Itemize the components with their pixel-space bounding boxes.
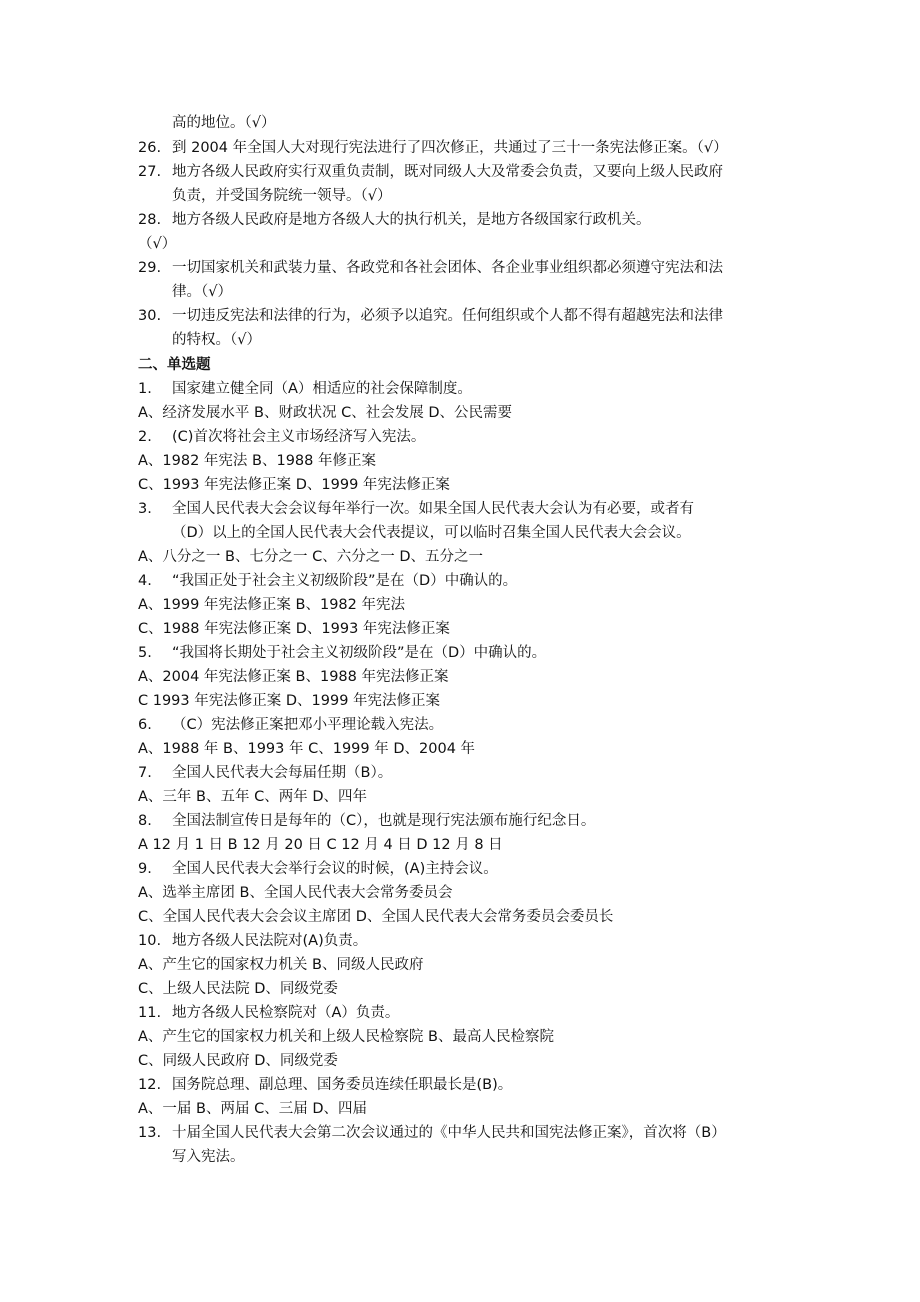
item-text: C、1993 年宪法修正案 D、1999 年宪法修正案: [138, 477, 450, 493]
item-text: 地方各级人民检察院对（A）负责。: [172, 1005, 400, 1021]
item-text: “我国将长期处于社会主义初级阶段”是在（D）中确认的。: [172, 645, 547, 661]
item-number: 9.: [138, 861, 152, 877]
item-text: 写入宪法。: [172, 1149, 245, 1165]
item-text: 负责，并受国务院统一领导。（√）: [172, 188, 392, 204]
item-text: A 12 月 1 日 B 12 月 20 日 C 12 月 4 日 D 12 月 8 日: [138, 837, 503, 853]
item-text: 的特权。（√）: [172, 332, 261, 348]
text-line: [0, 571, 920, 591]
item-text: 全国人民代表大会会议每年举行一次。如果全国人民代表大会认为有必要，或者有: [172, 501, 694, 517]
item-text: （D）以上的全国人民代表大会代表提议，可以临时召集全国人民代表大会会议。: [172, 525, 691, 541]
item-text: 律。（√）: [172, 284, 232, 300]
text-line: [0, 113, 920, 133]
item-number: 11.: [138, 1005, 162, 1021]
item-text: C 1993 年宪法修正案 D、1999 年宪法修正案: [138, 693, 441, 709]
item-text: 十届全国人民代表大会第二次会议通过的《中华人民共和国宪法修正案》，首次将（B）: [172, 1125, 726, 1141]
item-text: A、三年 B、五年 C、两年 D、四年: [138, 789, 367, 805]
text-line: [0, 162, 920, 182]
item-number: 13.: [138, 1125, 162, 1141]
item-number: 5.: [138, 645, 152, 661]
item-text: A、选举主席团 B、全国人民代表大会常务委员会: [138, 885, 453, 901]
text-line: [0, 1147, 920, 1167]
text-line: [0, 643, 920, 663]
item-text: A、八分之一 B、七分之一 C、六分之一 D、五分之一: [138, 549, 483, 565]
text-line: [0, 835, 920, 855]
text-line: [0, 210, 920, 230]
item-text: (C)首次将社会主义市场经济写入宪法。: [172, 429, 426, 445]
item-number: 3.: [138, 501, 152, 517]
item-text: 高的地位。（√）: [172, 115, 276, 131]
text-line: [0, 763, 920, 783]
text-line: [0, 138, 920, 158]
item-text: 地方各级人民政府是地方各级人大的执行机关，是地方各级国家行政机关。: [172, 212, 651, 228]
text-line: [0, 931, 920, 951]
text-line: [0, 186, 920, 206]
item-text: 全国人民代表大会每届任期（B）。: [172, 765, 393, 781]
text-line: [0, 475, 920, 495]
item-text: A、经济发展水平 B、财政状况 C、社会发展 D、公民需要: [138, 405, 512, 421]
item-text: A、产生它的国家权力机关和上级人民检察院 B、最高人民检察院: [138, 1029, 554, 1045]
item-text: C、全国人民代表大会会议主席团 D、全国人民代表大会常务委员会委员长: [138, 909, 614, 925]
item-number: 28.: [138, 212, 162, 228]
text-line: [0, 715, 920, 735]
item-text: A、一届 B、两届 C、三届 D、四届: [138, 1101, 367, 1117]
text-line: [0, 787, 920, 807]
item-text: C、上级人民法院 D、同级党委: [138, 981, 338, 997]
item-text: A、1999 年宪法修正案 B、1982 年宪法: [138, 597, 405, 613]
item-text: C、同级人民政府 D、同级党委: [138, 1053, 338, 1069]
item-number: 26.: [138, 140, 162, 156]
item-number: 6.: [138, 717, 152, 733]
item-number: 30.: [138, 308, 162, 324]
text-line: [0, 403, 920, 423]
item-text: C、1988 年宪法修正案 D、1993 年宪法修正案: [138, 621, 450, 637]
item-text: A、1982 年宪法 B、1988 年修正案: [138, 453, 376, 469]
text-line: [0, 282, 920, 302]
item-text: 一切国家机关和武装力量、各政党和各社会团体、各企业事业组织都必须遵守宪法和法: [172, 260, 723, 276]
text-line: [0, 667, 920, 687]
item-text: 到 2004 年全国人大对现行宪法进行了四次修正，共通过了三十一条宪法修正案。（√）: [172, 140, 728, 156]
text-line: [0, 1123, 920, 1143]
item-number: 10.: [138, 933, 162, 949]
item-text: “我国正处于社会主义初级阶段”是在（D）中确认的。: [172, 573, 518, 589]
text-line: [0, 739, 920, 759]
section-heading: [0, 355, 920, 375]
item-number: 12.: [138, 1077, 162, 1093]
item-text: （√）: [138, 236, 177, 252]
item-text: 国务院总理、副总理、国务委员连续任职最长是(B)。: [172, 1077, 513, 1093]
item-number: 29.: [138, 260, 162, 276]
item-number: 4.: [138, 573, 152, 589]
text-line: [0, 499, 920, 519]
text-line: [0, 306, 920, 326]
text-line: [0, 595, 920, 615]
text-line: [0, 547, 920, 567]
text-line: [0, 1099, 920, 1119]
text-line: [0, 955, 920, 975]
text-line: [0, 451, 920, 471]
text-line: [0, 811, 920, 831]
item-text: （C）宪法修正案把邓小平理论载入宪法。: [172, 717, 444, 733]
item-text: A、1988 年 B、1993 年 C、1999 年 D、2004 年: [138, 741, 476, 757]
item-number: 8.: [138, 813, 152, 829]
text-line: [0, 691, 920, 711]
text-line: [0, 427, 920, 447]
item-text: 二、单选题: [138, 357, 211, 373]
item-text: 国家建立健全同（A）相适应的社会保障制度。: [172, 381, 472, 397]
text-line: [0, 907, 920, 927]
text-line: [0, 979, 920, 999]
item-text: 全国法制宣传日是每年的（C），也就是现行宪法颁布施行纪念日。: [172, 813, 596, 829]
item-number: 27.: [138, 164, 162, 180]
text-line: [0, 379, 920, 399]
item-text: A、产生它的国家权力机关 B、同级人民政府: [138, 957, 424, 973]
text-line: [0, 1051, 920, 1071]
text-line: [0, 234, 920, 254]
item-text: 全国人民代表大会举行会议的时候，(A)主持会议。: [172, 861, 498, 877]
item-text: 地方各级人民法院对(A)负责。: [172, 933, 368, 949]
item-number: 2.: [138, 429, 152, 445]
text-line: [0, 619, 920, 639]
text-line: [0, 859, 920, 879]
text-line: [0, 883, 920, 903]
text-line: [0, 258, 920, 278]
text-line: [0, 523, 920, 543]
item-number: 7.: [138, 765, 152, 781]
item-number: 1.: [138, 381, 152, 397]
item-text: 一切违反宪法和法律的行为，必须予以追究。任何组织或个人都不得有超越宪法和法律: [172, 308, 723, 324]
text-line: [0, 330, 920, 350]
text-line: [0, 1027, 920, 1047]
text-line: [0, 1003, 920, 1023]
text-line: [0, 1075, 920, 1095]
item-text: 地方各级人民政府实行双重负责制，既对同级人大及常委会负责，又要向上级人民政府: [172, 164, 723, 180]
item-text: A、2004 年宪法修正案 B、1988 年宪法修正案: [138, 669, 449, 685]
